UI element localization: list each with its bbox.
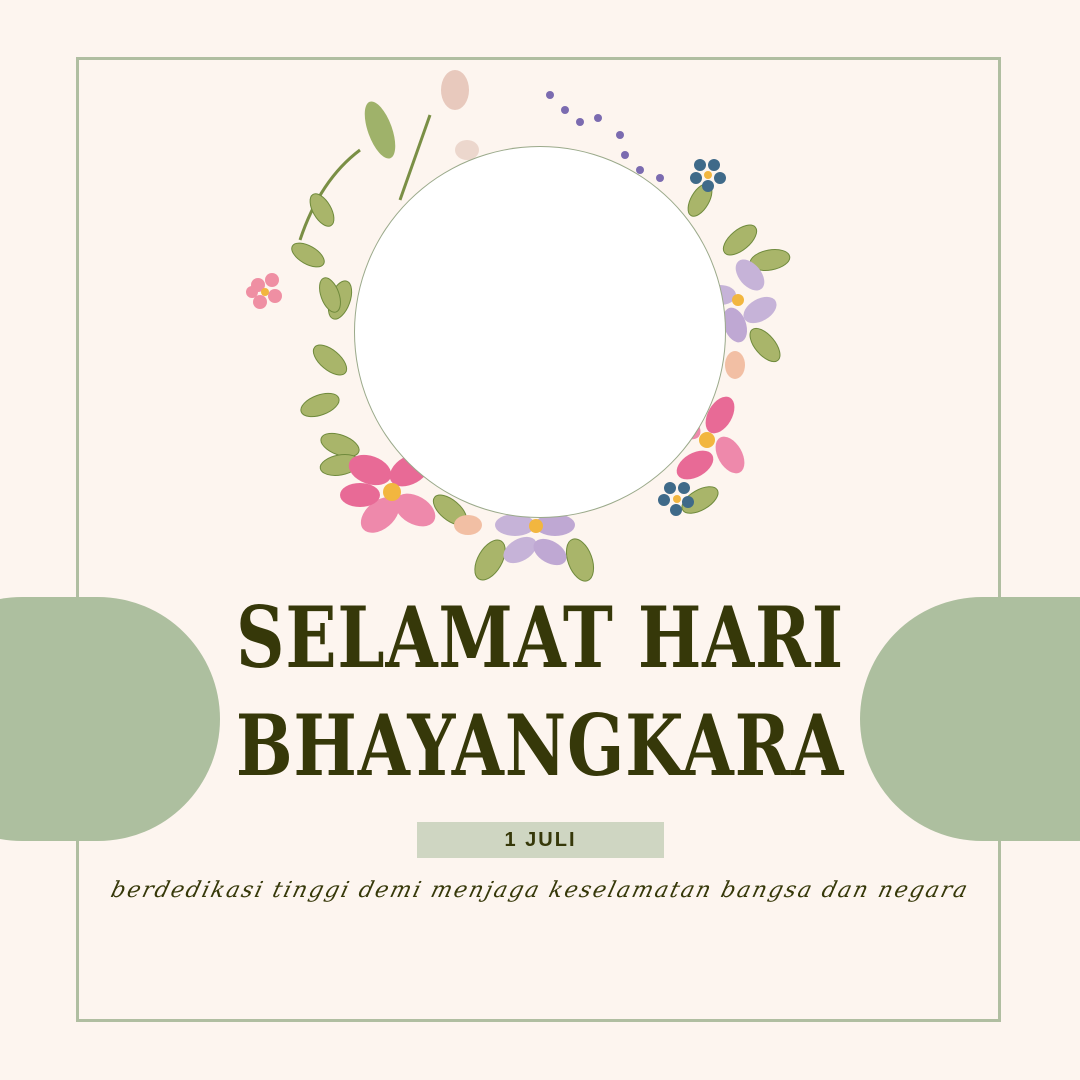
- date-badge: [417, 822, 664, 858]
- photo-placeholder-circle[interactable]: [355, 147, 725, 517]
- pink-flower-small-left: [246, 273, 282, 309]
- leaf-branch-left: [288, 150, 362, 461]
- heading-line-1: SELAMAT HARI: [236, 588, 844, 687]
- blue-flower-top-right: [690, 159, 726, 192]
- heading-line-2: BHAYANGKARA: [235, 696, 845, 795]
- date-label: 1 JULI: [504, 828, 577, 851]
- tagline-text: berdedikasi tinggi demi menjaga keselamatan bangsa dan negara: [108, 878, 972, 903]
- lilac-flower-bottom: [495, 514, 575, 571]
